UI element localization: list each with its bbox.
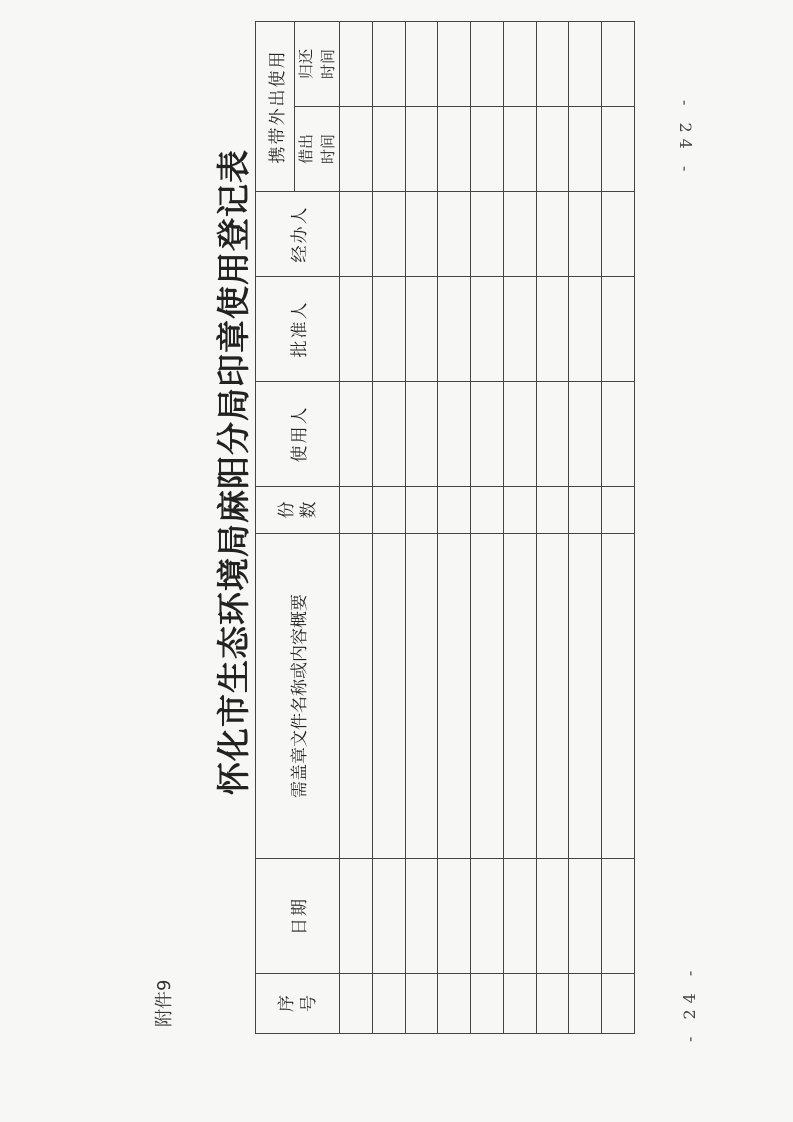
table-cell	[405, 859, 438, 974]
table-cell	[569, 859, 602, 974]
header-copies: 份 数	[256, 487, 340, 534]
table-cell	[405, 192, 438, 277]
table-cell	[438, 277, 471, 382]
table-cell	[503, 382, 536, 487]
header-approver: 批准人	[256, 277, 340, 382]
table-cell	[471, 974, 504, 1034]
table-cell	[438, 487, 471, 534]
table-cell	[340, 22, 373, 107]
table-cell	[503, 192, 536, 277]
table-cell	[602, 487, 635, 534]
table-cell	[372, 534, 405, 859]
page-number: - 24 -	[680, 964, 699, 1042]
table-cell	[569, 382, 602, 487]
table-row	[471, 22, 504, 1034]
table-cell	[536, 192, 569, 277]
table-row	[503, 22, 536, 1034]
table-cell	[602, 192, 635, 277]
table-cell	[438, 192, 471, 277]
table-cell	[372, 382, 405, 487]
header-user: 使用人	[256, 382, 340, 487]
document-title: 怀化市生态环境局麻阳分局印章使用登记表	[214, 149, 253, 795]
table-cell	[536, 382, 569, 487]
table-cell	[569, 107, 602, 192]
table-cell	[471, 277, 504, 382]
table-cell	[536, 107, 569, 192]
table-cell	[536, 974, 569, 1034]
table-cell	[405, 22, 438, 107]
table-cell	[569, 192, 602, 277]
table-cell	[503, 974, 536, 1034]
table-cell	[405, 382, 438, 487]
table-cell	[340, 859, 373, 974]
table-cell	[340, 534, 373, 859]
table-cell	[438, 107, 471, 192]
table-cell	[471, 107, 504, 192]
table-cell	[340, 974, 373, 1034]
table-row	[536, 22, 569, 1034]
table-row	[372, 22, 405, 1034]
table-row	[438, 22, 471, 1034]
table-cell	[503, 859, 536, 974]
header-row	[256, 22, 295, 1034]
table-cell	[503, 534, 536, 859]
table-cell	[372, 277, 405, 382]
header-handler: 经办人	[256, 192, 340, 277]
table-cell	[471, 859, 504, 974]
table-cell	[372, 859, 405, 974]
table-cell	[503, 277, 536, 382]
table-cell	[372, 192, 405, 277]
table-cell	[503, 487, 536, 534]
table-cell	[405, 107, 438, 192]
table-cell	[602, 974, 635, 1034]
table-cell	[569, 534, 602, 859]
table-cell	[471, 382, 504, 487]
table-cell	[405, 277, 438, 382]
table-cell	[503, 22, 536, 107]
header-borrow-time: 借出 时间	[295, 107, 340, 192]
table-cell	[536, 859, 569, 974]
table-cell	[405, 487, 438, 534]
table-cell	[471, 192, 504, 277]
table-cell	[438, 859, 471, 974]
table-cell	[340, 107, 373, 192]
table-cell	[405, 974, 438, 1034]
header-return-time: 归还 时间	[295, 22, 340, 107]
table-cell	[340, 487, 373, 534]
table-cell	[503, 107, 536, 192]
table-cell	[569, 277, 602, 382]
table-cell	[569, 487, 602, 534]
table-cell	[536, 487, 569, 534]
table-cell	[438, 974, 471, 1034]
table-cell	[340, 382, 373, 487]
table-cell	[602, 382, 635, 487]
table-cell	[602, 22, 635, 107]
table-cell	[536, 22, 569, 107]
table-cell	[438, 534, 471, 859]
table-cell	[602, 859, 635, 974]
table-cell	[471, 534, 504, 859]
table-cell	[471, 487, 504, 534]
table-cell	[438, 382, 471, 487]
header-take-out: 携带外出使用	[256, 22, 295, 192]
page-number-margin: - 24 -	[676, 100, 695, 178]
attachment-label: 附件9	[154, 979, 175, 1027]
table-row	[569, 22, 602, 1034]
table-row	[405, 22, 438, 1034]
table-cell	[372, 974, 405, 1034]
table-cell	[340, 192, 373, 277]
table-cell	[569, 974, 602, 1034]
seal-usage-register-table	[255, 21, 635, 1034]
table-cell	[536, 534, 569, 859]
table-cell	[536, 277, 569, 382]
header-document-name: 需盖章文件名称或内容概要	[256, 534, 340, 859]
table-cell	[602, 277, 635, 382]
table-cell	[372, 487, 405, 534]
table-cell	[471, 22, 504, 107]
table-row	[340, 22, 373, 1034]
table-cell	[569, 22, 602, 107]
table-row	[602, 22, 635, 1034]
table-cell	[405, 534, 438, 859]
header-date: 日期	[256, 859, 340, 974]
table-cell	[438, 22, 471, 107]
table-cell	[340, 277, 373, 382]
table-cell	[602, 534, 635, 859]
header-seq: 序 号	[256, 974, 340, 1034]
table-cell	[372, 107, 405, 192]
table-cell	[372, 22, 405, 107]
table-cell	[602, 107, 635, 192]
